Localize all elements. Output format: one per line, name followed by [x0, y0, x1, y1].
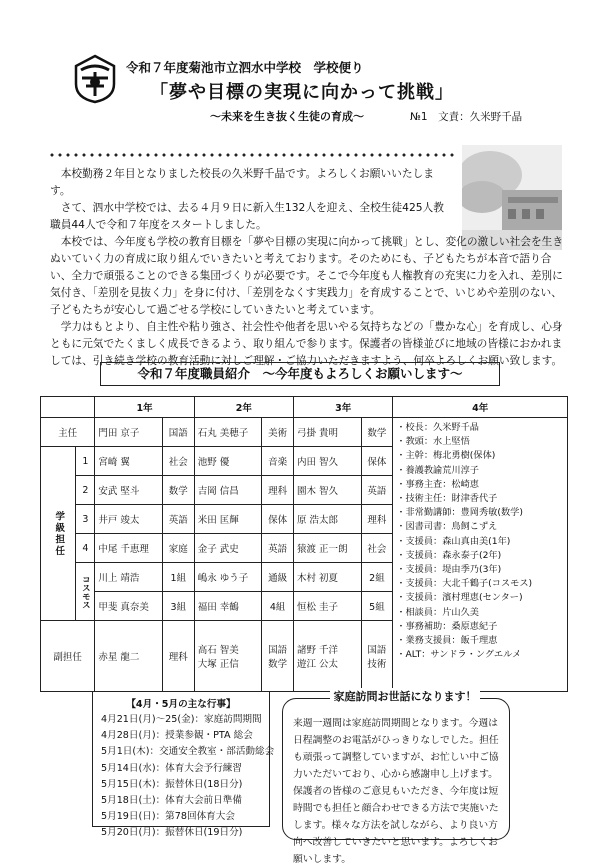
row-label-cosmos: コスモス: [76, 563, 95, 621]
row-label-chief: 主任: [41, 418, 95, 447]
dotted-divider: [48, 152, 458, 158]
row-label-class: 学級担任: [41, 447, 76, 621]
table-row: 主任 門田 京子 国語 石丸 美穂子 美術 弓掛 貴明 数学 ・校長：久米野千晶 ・教頭：水上堅悟 ・主幹：梅北勇樹(保体) ・養護教諭荒川淳子 ・事務主査：松崎恵 ・技術主任：財津香代子 ・非常勤講師：豊岡秀敏(数学) ・図書司書：鳥飼こずえ ・支援員：森山真由美(1年) ・支援員：森永泰子(2年) ・支援員：堤由季乃(3年) ・支援員：大北千鶴子(コスモス) ・支援員：濱村理恵(センター) ・相談員：片山久美 ・事務補助：桑原恵紀子 ・業務支援員：飯千理恵 ・ALT：サンドラ・ングエルメ: [41, 418, 568, 447]
grade4-staff-list: ・校長：久米野千晶 ・教頭：水上堅悟 ・主幹：梅北勇樹(保体) ・養護教諭荒川淳子 ・事務主査：松崎恵 ・技術主任：財津香代子 ・非常勤講師：豊岡秀敏(数学) ・図書司書：鳥飼こずえ ・支援員：森山真由美(1年) ・支援員：森永泰子(2年) ・支援員：堤由季乃(3年) ・支援員：大北千鶴子(コスモス) ・支援員：濱村理恵(センター) ・相談員：片山久美 ・事務補助：桑原恵紀子 ・業務支援員：飯千理恵 ・ALT：サンドラ・ングエルメ: [393, 418, 568, 692]
staff-table: [40, 396, 568, 692]
page-subtitle: ～未来を生き抜く生徒の育成～: [210, 110, 364, 123]
issue-number: №1 文責：久米野千晶: [410, 111, 523, 123]
list-item: 5月20日(月)：振替休日(19日分): [101, 827, 243, 839]
header-grade-3: 3年: [294, 397, 393, 418]
school-emblem-icon: [72, 54, 118, 104]
list-item: 5月18日(土)：体育大会前日準備: [101, 795, 242, 807]
table-row: コスモス 川上 靖浩 1組 嶋永 ゆう子 通級 木村 初夏 2組: [41, 563, 568, 592]
list-item: 5月14日(水)：体育大会予行練習: [101, 762, 242, 774]
row-label-sub: 副担任: [41, 621, 95, 692]
table-header-row: [41, 397, 568, 418]
header-grade-4: 4年: [393, 397, 568, 418]
table-row: 3 井戸 竣太 英語 米田 匡輝 保体 原 浩太郎 理科: [41, 505, 568, 534]
home-visit-body: 来週一週間は家庭訪問期間となります。今週は日程調整のお電話がひっきりなしでした。担任も頑張って調整していますが、お忙しい中ご協力いただいており、心から感謝申し上げます。保護者の皆様のご意見もいただき、今年度は短時間でも担任と顔合わせできる方法で実施いたします。様々な方法を試しながら、より良い方向へ改善していきたいと思います。よろしくお願いします。: [293, 718, 499, 865]
header-grade-2: 2年: [194, 397, 293, 418]
table-row: 副担任 赤星 龍二 理科 高石 智美 大塚 正信 国語 数学 諸野 千洋 遊江 公太 国語 技術: [41, 621, 568, 692]
school-line: 令和７年度菊池市立泗水中学校 学校便り: [126, 60, 364, 75]
events-title: 【4月・5月の主な行事】: [126, 699, 236, 710]
intro-text: [50, 165, 564, 369]
list-item: 5月1日(木)：交通安全教室・部活動総会: [101, 746, 275, 758]
list-item: 5月15日(木)：振替休日(18日分): [101, 778, 243, 790]
table-row: 4 中尾 千恵理 家庭 金子 武史 英語 猿渡 正一朗 社会: [41, 534, 568, 563]
header-grade-1: 1年: [95, 397, 194, 418]
intro-p2: さて、泗水中学校では、去る４月９日に新入生132人を迎え、全校生徒425人教職員44人で令和７年度をスタートしました。: [50, 201, 444, 231]
staff-section-title: 令和７年度職員紹介 ～今年度もよろしくお願いします～: [100, 362, 500, 386]
intro-p3: 本校では、今年度も学校の教育目標を「夢や目標の実現に向かって挑戦」とし、変化の激しい社会を生きぬいていく力の育成に取り組んでいきたいと考えております。そのためにも、子どもたちが本音で語り合い、全力で頑張ることのできる集団づくりが必要です。そこで今年度も人権教育の充実に力を入れ、差別に気付き、「差別を見抜く力」を身に付け、「差別をなくす実践力」を育成することで、いじめや差別のない、子どもたちが安心して過ごせる学校にしていきたいと考えています。: [50, 235, 564, 316]
list-item: 4月21日(月)～25(金)：家庭訪問期間: [101, 714, 262, 725]
events-box: [92, 691, 275, 839]
table-row: 甲斐 真奈美 3組 福田 幸鶴 4組 恒松 圭子 5組: [41, 592, 568, 621]
home-visit-title: 家庭訪問お世話になります！: [330, 688, 480, 704]
table-row: 学級担任 1 宮崎 翼 社会 池野 優 音楽 内田 智久 保体: [41, 447, 568, 476]
intro-p1: 本校勤務２年目となりました校長の久米野千晶です。よろしくお願いいたします。: [50, 167, 434, 197]
list-item: 4月28日(月)：授業参観・PTA 総会: [101, 730, 253, 742]
home-visit-box: [282, 698, 510, 865]
list-item: 5月19日(日)：第78回体育大会: [101, 811, 235, 823]
intro-p4: 学力はもとより、自主性や粘り強さ、社会性や他者を思いやる気持ちなどの「豊かな心」を育成し、心身ともに元気でたくましく成長できるよう、取り組んで参ります。保護者の皆様並びに地域の皆様におかれましては、引き続き学校の教育活動に対しご理解・ご協力いただきますよう、何卒よろしくお願い致します。: [50, 320, 563, 367]
page-title: 「夢や目標の実現に向かって挑戦」: [150, 82, 454, 103]
table-row: 2 安武 堅斗 数学 吉岡 信昌 理科 園木 智久 英語: [41, 476, 568, 505]
